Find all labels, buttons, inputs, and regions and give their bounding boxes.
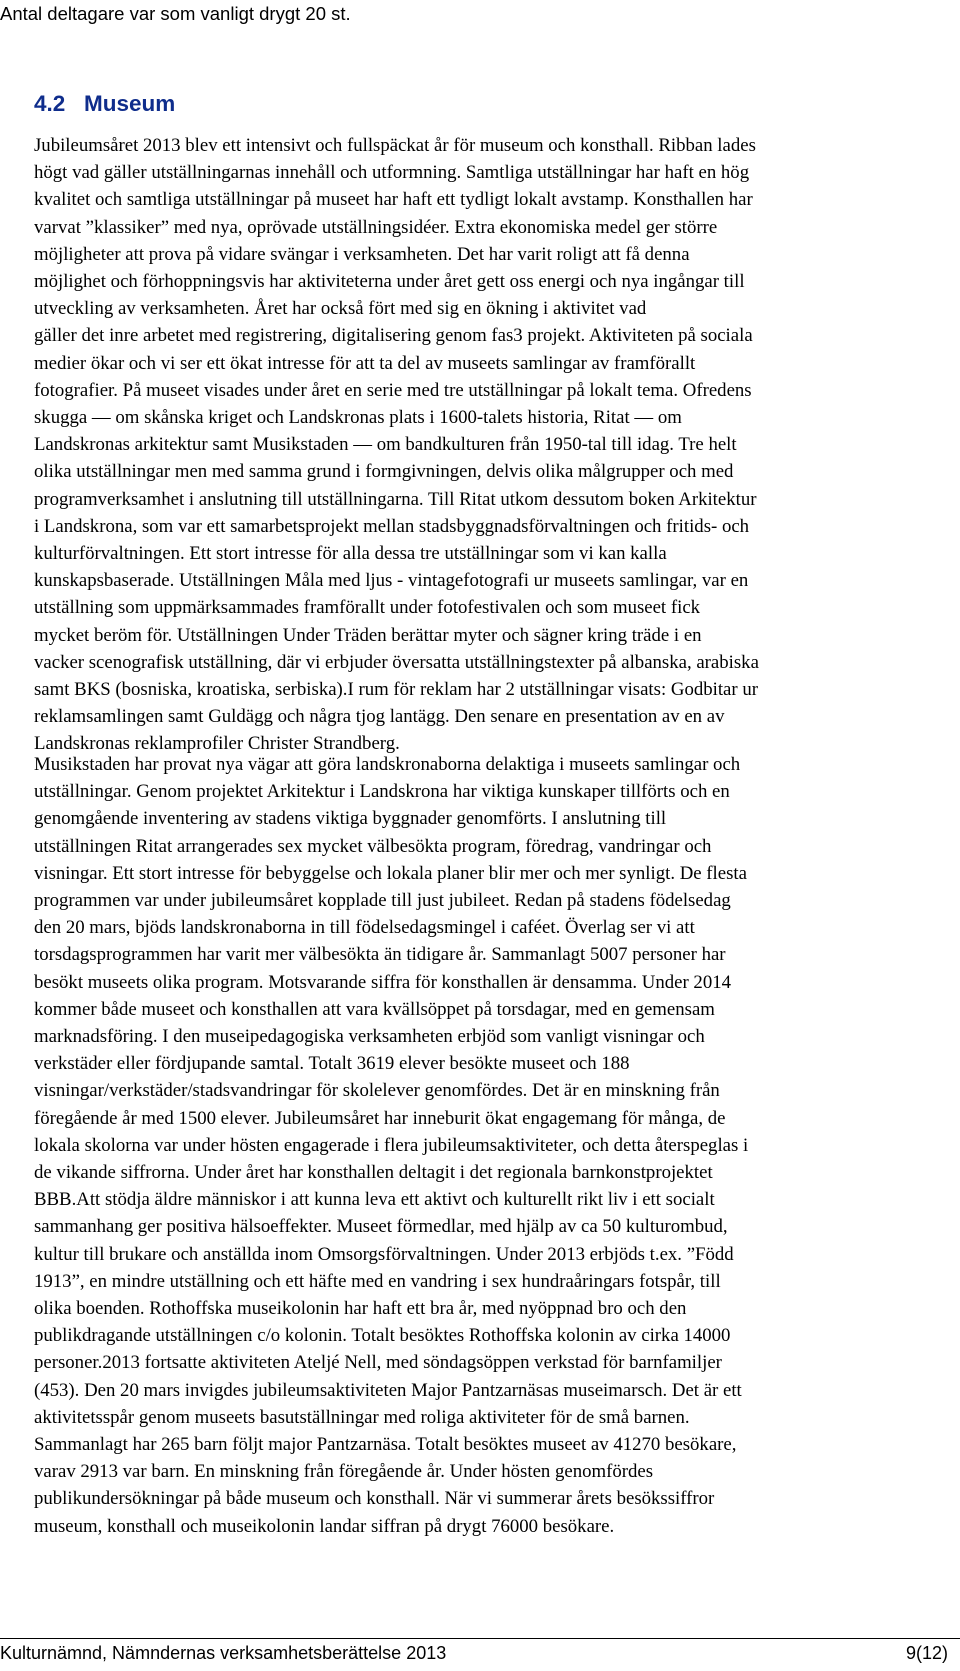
text-line: utställningen Ritat arrangerades sex mycket välbesökta program, föredrag, vandringar och — [34, 835, 712, 857]
footer-page-number: 9(12) — [905, 1643, 948, 1663]
text-line: möjligheter att prova på vidare svängar i verksamheten. Det har varit roligt att få denna — [34, 243, 690, 265]
text-line: Jubileumsåret 2013 blev ett intensivt och fullspäckat år för museum och konsthall. Ribban lades — [34, 135, 756, 156]
text-line: genomgående inventering av stadens viktiga byggnader genomförts. I anslutning till — [34, 808, 667, 830]
text-line: gäller det inre arbetet med registrering, digitalisering genom fas3 projekt. Aktiviteten på sociala — [34, 325, 753, 347]
text-line: vacker scenografisk utställning, där vi erbjuder översatta utställningstexter på albanska, arabiska — [34, 651, 759, 673]
text-line: museum, konsthall och museikolonin landar siffran på drygt 76000 besökare. — [34, 1515, 615, 1537]
text-line: kultur till brukare och anställda inom Omsorgsförvaltningen. Under 2013 erbjöds t.ex. ”Född — [34, 1243, 734, 1265]
text-line: utställningar. Genom projektet Arkitektur i Landskrona har viktiga kunskaper tillförts och en — [34, 781, 730, 803]
text-line: utställning som uppmärksammades framförallt under fotofestivalen och som museet fick — [34, 597, 701, 619]
paragraph-museum-exhibitions — [34, 132, 952, 758]
text-line: programverksamhet i anslutning till utställningarna. Till Ritat utkom dessutom boken Arkitektur — [34, 488, 757, 510]
text-line: Landskronas reklamprofiler Christer Strandberg. — [34, 733, 400, 755]
text-line: den 20 mars, bjöds landskronaborna in till födelsedagsmingel i caféet. Överlag ser vi att — [34, 917, 695, 939]
text-line: kommer både museet och konsthallen att vara kvällsöppet på torsdagar, med en gemensam — [34, 998, 715, 1020]
text-line: föregående år med 1500 elever. Jubileumsåret har inneburit ökat engagemang för många, de — [34, 1107, 726, 1129]
text-line: medier ökar och vi ser ett ökat intresse för att ta del av museets samlingar av framförallt — [34, 352, 696, 374]
text-line: marknadsföring. I den museipedagogiska verksamheten erbjöd som vanligt visningar och — [34, 1026, 705, 1048]
text-line: sammanhang ger positiva hälsoeffekter. Museet förmedlar, med hjälp av ca 50 kulturombud, — [34, 1216, 728, 1238]
text-line: kvalitet och samtliga utställningar på museet har haft ett tydligt lokalt avstamp. Konsthallen har — [34, 189, 753, 211]
text-line: reklamsamlingen samt Guldägg och några tjog lantägg. Den senare en presentation av en av — [34, 706, 725, 728]
text-line: lokala skolorna var under hösten engagerade i flera jubileumsaktiviteter, och detta återspeglas i — [34, 1134, 749, 1156]
footer-divider — [0, 1638, 960, 1639]
text-line: samt BKS (bosniska, kroatiska, serbiska).I rum för reklam har 2 utställningar visats: Godbitar ur — [34, 679, 758, 701]
text-line: olika utställningar men med samma grund i formgivningen, delvis olika målgrupper och med — [34, 461, 734, 483]
text-line: visningar. Ett stort intresse för bebyggelse och lokala planer blir mer och mer synligt. De flesta — [34, 862, 747, 884]
text-line: verkstäder eller fördjupande samtal. Totalt 3619 elever besökte museet och 188 — [34, 1053, 630, 1075]
text-line: olika boenden. Rothoffska museikolonin har haft ett bra år, med nyöppnad bro och den — [34, 1298, 687, 1320]
text-line: de vikande siffrorna. Under året har konsthallen deltagit i det regionala barnkonstprojektet — [34, 1162, 713, 1184]
text-line: Musikstaden har provat nya vägar att göra landskronaborna delaktiga i museets samlingar och — [34, 754, 741, 775]
text-line: personer.2013 fortsatte aktiviteten Ateljé Nell, med söndagsöppen verkstad för barnfamiljer — [34, 1352, 722, 1374]
text-line: besökt museets olika program. Motsvarande siffra för konsthallen är densamma. Under 2014 — [34, 971, 731, 993]
text-line: i Landskrona, som var ett samarbetsprojekt mellan stadsbyggnadsförvaltningen och fritids- och — [34, 515, 750, 537]
text-line: varvat ”klassiker” med nya, oprövade utställningsidéer. Extra ekonomiska medel ger större — [34, 216, 718, 238]
text-line: möjlighet och förhoppningsvis har aktiviteterna under året gett oss energi och nya ingångar till — [34, 271, 745, 293]
text-line: (453). Den 20 mars invigdes jubileumsaktiviteten Major Pantzarnäsas museimarsch. Det är ett — [34, 1379, 742, 1401]
paragraph-museum-programs — [34, 751, 952, 1540]
text-line: publikdragande utställningen c/o kolonin. Totalt besöktes Rothoffska kolonin av cirka 14000 — [34, 1325, 731, 1347]
text-line: 1913”, en mindre utställning och ett häfte med en vandring i sex hundraåringars fotspår, till — [34, 1270, 721, 1292]
footer-document-title: Kulturnämnd, Nämndernas verksamhetsberättelse 2013 — [0, 1643, 447, 1663]
text-line: programmen var under jubileumsåret kopplade till just jubileet. Redan på stadens födelsedag — [34, 890, 731, 912]
text-line: visningar/verkstäder/stadsvandringar för skolelever genomfördes. Det är en minskning från — [34, 1080, 720, 1102]
text-line: BBB.Att stödja äldre människor i att kunna leva ett aktivt och kulturellt rikt liv i ett socialt — [34, 1189, 715, 1211]
text-line: varav 2913 var barn. En minskning från föregående år. Under hösten genomfördes — [34, 1461, 654, 1483]
text-line: kulturförvaltningen. Ett stort intresse för alla dessa tre utställningar som vi kan kalla — [34, 543, 667, 565]
carried-over-text-line: Antal deltagare var som vanligt drygt 20 st. — [0, 3, 351, 24]
text-line: högt vad gäller utställningarnas innehåll och utformning. Samtliga utställningar har haft en hög — [34, 162, 750, 184]
text-line: kunskapsbaserade. Utställningen Måla med ljus - vintagefotografi ur museets samlingar, var en — [34, 570, 749, 592]
text-line: Sammanlagt har 265 barn följt major Pantzarnäsa. Totalt besöktes museet av 41270 besökare, — [34, 1434, 737, 1456]
text-line: fotografier. På museet visades under året en serie med tre utställningar på lokalt tema. Ofredens — [34, 379, 752, 401]
text-line: publikundersökningar på både museum och konsthall. När vi summerar årets besökssiffror — [34, 1488, 715, 1510]
section-heading — [34, 90, 175, 118]
section-number: 4.2 — [34, 91, 66, 116]
text-line: torsdagsprogrammen har varit mer välbesökta än tidigare år. Sammanlagt 5007 personer har — [34, 944, 726, 966]
text-line: Landskronas arkitektur samt Musikstaden — om bandkulturen från 1950-tal till idag. Tre helt — [34, 434, 737, 456]
section-title: Museum — [84, 91, 176, 116]
text-line: skugga — om skånska kriget och Landskronas plats i 1600-talets historia, Ritat — om — [34, 407, 682, 429]
text-line: mycket beröm för. Utställningen Under Träden berättar myter och sägner kring träde i en — [34, 624, 702, 646]
text-line: utveckling av verksamheten. Året har också fört med sig en ökning i aktivitet vad — [34, 298, 647, 320]
page-footer — [0, 1641, 948, 1665]
text-line: aktivitetsspår genom museets basutställningar med roliga aktiviteter för de små barnen. — [34, 1406, 690, 1428]
